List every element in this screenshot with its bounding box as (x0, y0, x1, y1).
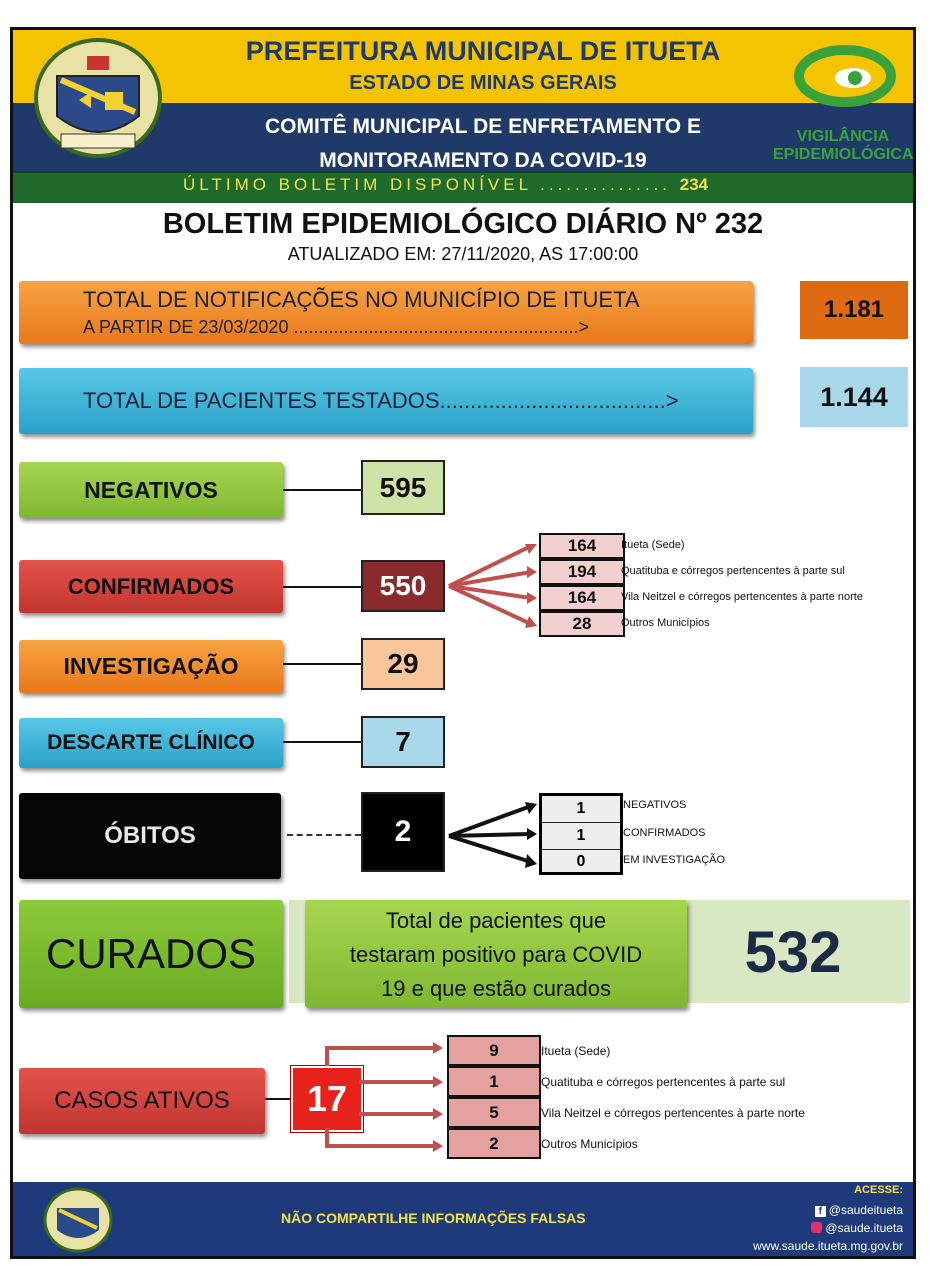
deaths-arrows-icon (445, 798, 541, 872)
discard-value: 7 (361, 716, 445, 768)
notifications-box (19, 281, 753, 344)
recovered-value: 532 (744, 919, 842, 985)
active-quatituba-label: Quatituba e córregos pertencentes à parte sul (541, 1075, 786, 1089)
confirmed-label: CONFIRMADOS (19, 560, 283, 613)
tested-box (19, 368, 753, 434)
footer-instagram[interactable] (773, 1221, 903, 1235)
deaths-label: ÓBITOS (19, 793, 281, 879)
vigilancia-text: VIGILÂNCIA (796, 128, 890, 145)
facebook-icon: f (815, 1206, 826, 1217)
tested-label: TOTAL DE PACIENTES TESTADOS.....................................> (83, 388, 679, 413)
footer-site-link[interactable]: www.saude.itueta.mg.gov.br (753, 1239, 903, 1253)
investigation-value: 29 (361, 638, 445, 690)
confirmed-vila-neitzel-label: Vila Neitzel e córregos pertencentes à parte norte (621, 591, 863, 603)
notifications-line-1: TOTAL DE NOTIFICAÇÕES NO MUNICÍPIO DE ITUETA (83, 287, 640, 312)
notifications-value: 1.181 (800, 281, 908, 339)
negatives-connector (283, 489, 361, 491)
instagram-icon (811, 1222, 822, 1233)
recovered-desc-line-3: 19 e que estão curados (381, 976, 611, 1001)
active-sede-value: 9 (447, 1035, 541, 1066)
deaths-confirmed-value: 1 (542, 823, 620, 850)
bulletin-frame (10, 27, 916, 1259)
negatives-value: 595 (361, 460, 445, 515)
confirmed-outros-value: 28 (539, 611, 625, 637)
footer-coat-of-arms-icon (41, 1186, 115, 1254)
active-outros-value: 2 (447, 1128, 541, 1159)
active-outros-label: Outros Municípios (541, 1137, 638, 1151)
active-cases-label: CASOS ATIVOS (19, 1068, 265, 1134)
prefeitura-title: PREFEITURA MUNICIPAL DE ITUETA (245, 36, 721, 66)
notifications-line-2: A PARTIR DE 23/03/2020 .........................................................> (83, 317, 590, 337)
deaths-investigation-label: EM INVESTIGAÇÃO (623, 854, 726, 866)
active-cases-value: 17 (291, 1066, 363, 1132)
vigilancia-logo-text (773, 128, 913, 164)
footer-facebook[interactable] (773, 1203, 903, 1217)
bulletin-title: BOLETIM EPIDEMIOLÓGICO DIÁRIO Nº 232 (162, 208, 764, 240)
tested-value: 1.144 (800, 367, 908, 427)
ultimo-boletim (183, 175, 883, 195)
estado-subtitle: ESTADO DE MINAS GERAIS (349, 72, 617, 94)
comite-line-1: COMITÊ MUNICIPAL DE ENFRETAMENTO E (265, 115, 701, 138)
discard-connector (283, 741, 361, 743)
deaths-investigation-value: 0 (576, 853, 586, 870)
footer-acesse: ACESSE: (854, 1184, 903, 1196)
confirmed-quatituba-value: 194 (539, 559, 625, 585)
active-quatituba-value: 1 (447, 1066, 541, 1097)
active-cases-arrows-icon (313, 1034, 445, 1160)
deaths-negative-value: 1 (542, 796, 620, 823)
negatives-label: NEGATIVOS (19, 462, 283, 518)
deaths-breakdown-table (539, 793, 623, 875)
comite-line-2: MONITORAMENTO DA COVID-19 (319, 149, 647, 172)
facebook-handle: @saudeitueta (828, 1203, 903, 1217)
recovered-desc-line-1: Total de pacientes que (385, 908, 607, 933)
municipal-coat-of-arms-icon (27, 36, 169, 166)
vigilancia-logo-icon (783, 36, 901, 110)
deaths-confirmed-label: CONFIRMADOS (623, 827, 706, 839)
recovered-description (305, 900, 687, 1008)
recovered-label: CURADOS (19, 900, 283, 1008)
discard-label: DESCARTE CLÍNICO (19, 718, 283, 768)
footer-message: NÃO COMPARTILHE INFORMAÇÕES FALSAS (281, 1210, 586, 1226)
active-cases-connector (265, 1098, 291, 1100)
recovered-desc-line-2: testaram positivo para COVID (349, 942, 643, 967)
active-vila-neitzel-value: 5 (447, 1097, 541, 1128)
deaths-negative-label: NEGATIVOS (623, 799, 687, 811)
comite-title (173, 110, 793, 178)
epidemiologica-text: EPIDEMIOLÓGICA (773, 146, 914, 163)
confirmed-sede-label: Itueta (Sede) (621, 539, 685, 551)
ultimo-boletim-label: ÚLTIMO BOLETIM DISPONÍVEL ............... (183, 175, 672, 194)
confirmed-arrows-icon (445, 540, 541, 636)
instagram-handle: @saude.itueta (825, 1221, 903, 1235)
confirmed-outros-label: Outros Municípios (621, 617, 710, 629)
confirmed-value: 550 (361, 560, 445, 612)
investigation-label: INVESTIGAÇÃO (19, 640, 283, 693)
confirmed-sede-value: 164 (539, 533, 625, 559)
active-vila-neitzel-label: Vila Neitzel e córregos pertencentes à parte norte (541, 1106, 805, 1120)
confirmed-vila-neitzel-value: 164 (539, 585, 625, 611)
ultimo-boletim-number: 234 (679, 175, 709, 194)
active-sede-label: Itueta (Sede) (541, 1044, 611, 1058)
deaths-connector (287, 834, 361, 836)
confirmed-connector (283, 586, 361, 588)
confirmed-quatituba-label: Quatituba e córregos pertencentes à parte sul (621, 565, 845, 577)
deaths-value: 2 (361, 792, 445, 872)
updated-timestamp: ATUALIZADO EM: 27/11/2020, AS 17:00:00 (287, 244, 639, 264)
investigation-connector (283, 663, 361, 665)
